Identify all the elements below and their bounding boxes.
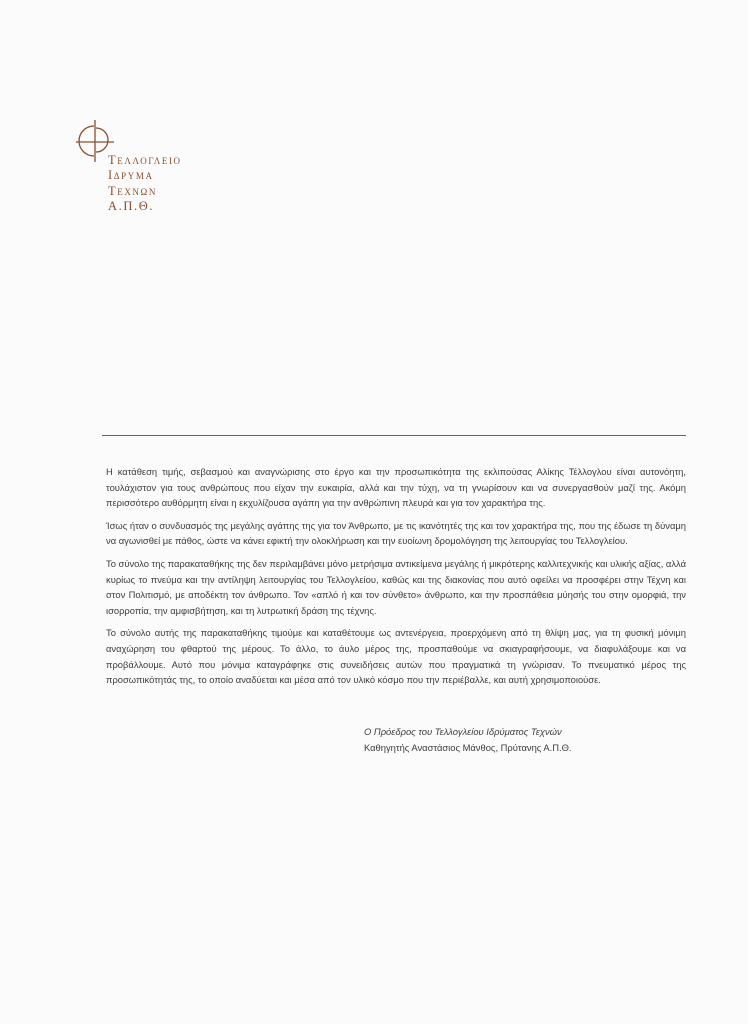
foundation-name-line: Α.Π.Θ. <box>108 198 155 213</box>
foundation-name-line: Τελλογλειο <box>108 153 182 167</box>
body-paragraph: Η κατάθεση τιμής, σεβασμού και αναγνώρισης στο έργο και την προσωπικότητα της εκλιπούσας Αλίκης Τέλλογλου είναι αυτονόητη, τουλάχιστον για τους ανθρώπους που είχαν την ευκαιρία, αλλά και την τύχη, να τη γνωρίσουν και να συνεργασθούν μαζί της. Ακόμη περισσότερο αυθόρμητη είναι η εκχυλίζουσα αγάπη για την ανθρώπινη πλευρά και για τον χαρακτήρα της. <box>106 466 686 509</box>
signatory-name: Καθηγητής Αναστάσιος Μάνθος, Πρύτανης Α.Π.Θ. <box>364 741 572 753</box>
signature-block <box>364 724 572 755</box>
foundation-name-line: Ιδρυμα <box>108 168 154 183</box>
letter-body <box>106 464 686 695</box>
body-paragraph: Το σύνολο αυτής της παρακαταθήκης τιμούμε και καταθέτουμε ως αντενέργεια, προερχόμενη από τη θλίψη μας, για τη φυσική μόνιμη αναχώρηση του φθαρτού της μέρους. Το άλλο, το άυλο μέρος της, προσπαθούμε να σκιαγραφήσουμε, να διαφυλάξουμε και να προβάλλουμε. Αυτό που μόνιμα καταγράφηκε στις συνειδήσεις αυτών που πραγματικά τη γνώρισαν. Το πνευματικό μέρος της προσωπικότητάς της, το οποίο αναδύεται και μέσα από τον υλικό κόσμο που την περιέβαλλε, και αυτή χρησιμοποιούσε. <box>106 627 686 686</box>
body-paragraph: Ίσως ήταν ο συνδυασμός της μεγάλης αγάπης της για τον Άνθρωπο, με τις ικανότητές της και τον χαρακτήρα της, που της έδωσε τη δύναμη να αγωνισθεί με πάθος, ώστε να κάνει εφικτή την ολοκλήρωση και την ευοίωνη δρομολόγηση της λειτουργίας του Τελλογλείου. <box>106 519 686 547</box>
foundation-name <box>108 153 182 214</box>
body-paragraph: Το σύνολο της παρακαταθήκης της δεν περιλαμβάνει μόνο μετρήσιμα αντικείμενα μεγάλης ή μικρότερης καλλιτεχνικής και υλικής αξίας, αλλά κυρίως το πνεύμα και την αντίληψη λειτουργίας του Τελλογλείου, καθώς και της διακονίας που αυτό οφείλει να προσφέρει στην Τέχνη και στον Πολιτισμό, με αποδέκτη τον άνθρωπο. Τον «απλό ή και τον σύνθετο» άνθρωπο, και την προσπάθεια μύησής του στην ομορφιά, την ισορροπία, την αμφισβήτηση, και τη λυτρωτική δράση της τέχνης. <box>106 557 686 616</box>
signatory-role: Ο Πρόεδρος του Τελλογλείου Ιδρύματος Τεχνών <box>364 726 562 737</box>
foundation-name-line: Τεχνων <box>108 183 157 198</box>
horizontal-divider <box>102 435 686 436</box>
